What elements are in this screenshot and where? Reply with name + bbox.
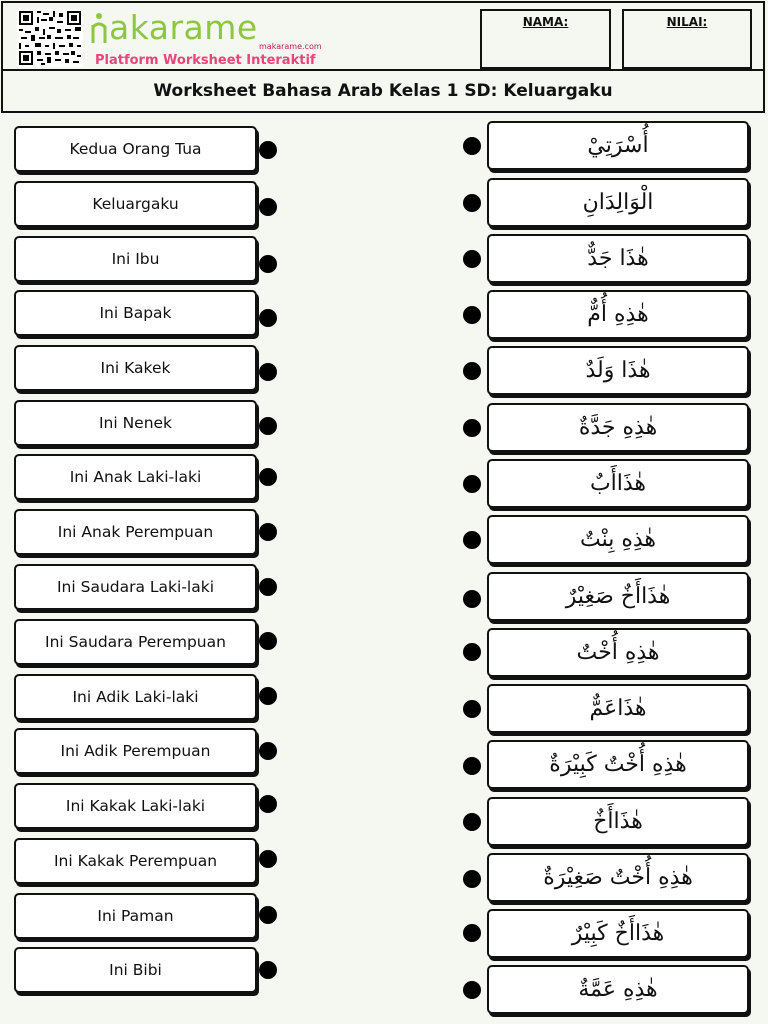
right-connector-dot[interactable]	[463, 250, 481, 268]
left-item[interactable]: Ini Ibu	[14, 236, 257, 282]
left-item[interactable]: Ini Paman	[14, 893, 257, 939]
right-item[interactable]: هٰذَاعَمٌّ	[487, 684, 749, 733]
brand-site: makarame.com	[259, 42, 322, 51]
logo-m-icon	[91, 11, 107, 45]
right-item[interactable]: هٰذِهِ أُخْتٌ صَغِيْرَةٌ	[487, 853, 749, 902]
right-item[interactable]: هٰذِهِ أُخْتٌ كَبِيْرَةٌ	[487, 740, 749, 789]
nilai-label: NILAI:	[666, 15, 708, 29]
right-item[interactable]: هٰذِهِ أُمٌّ	[487, 290, 749, 339]
left-item[interactable]: Ini Bibi	[14, 947, 257, 993]
left-connector-dot[interactable]	[259, 687, 277, 705]
nama-label: NAMA:	[522, 15, 569, 29]
left-connector-dot[interactable]	[259, 417, 277, 435]
left-item[interactable]: Ini Saudara Perempuan	[14, 619, 257, 665]
right-item[interactable]: هٰذِهِ بِنْتٌ	[487, 515, 749, 564]
left-connector-dot[interactable]	[259, 363, 277, 381]
left-item[interactable]: Ini Kakek	[14, 345, 257, 391]
right-item[interactable]: هٰذَاأَخٌ كَبِيْرٌ	[487, 909, 749, 958]
qr-code-icon	[17, 9, 83, 67]
worksheet-title: Worksheet Bahasa Arab Kelas 1 SD: Keluargaku	[153, 81, 613, 101]
right-item[interactable]: الْوَالِدَانِ	[487, 178, 749, 227]
right-connector-dot[interactable]	[463, 306, 481, 324]
right-connector-dot[interactable]	[463, 362, 481, 380]
brand-name: akarame	[109, 8, 258, 47]
right-connector-dot[interactable]	[463, 194, 481, 212]
left-connector-dot[interactable]	[259, 523, 277, 541]
makarame-logo	[91, 5, 258, 45]
left-connector-dot[interactable]	[259, 141, 277, 159]
right-connector-dot[interactable]	[463, 981, 481, 999]
left-connector-dot[interactable]	[259, 850, 277, 868]
right-item[interactable]: هٰذَاأَخٌ صَغِيْرٌ	[487, 572, 749, 621]
left-item[interactable]: Keluargaku	[14, 181, 257, 227]
right-connector-dot[interactable]	[463, 700, 481, 718]
right-connector-dot[interactable]	[463, 137, 481, 155]
left-item[interactable]: Ini Saudara Laki-laki	[14, 564, 257, 610]
left-connector-dot[interactable]	[259, 961, 277, 979]
left-connector-dot[interactable]	[259, 578, 277, 596]
right-connector-dot[interactable]	[463, 531, 481, 549]
right-item[interactable]: هٰذَا جَدٌّ	[487, 234, 749, 283]
left-item[interactable]: Kedua Orang Tua	[14, 126, 257, 172]
left-connector-dot[interactable]	[259, 742, 277, 760]
left-connector-dot[interactable]	[259, 906, 277, 924]
right-connector-dot[interactable]	[463, 757, 481, 775]
right-item[interactable]: هٰذَاأَخٌ	[487, 797, 749, 846]
worksheet-header	[1, 1, 765, 71]
left-item[interactable]: Ini Anak Laki-laki	[14, 454, 257, 500]
left-item[interactable]: Ini Adik Laki-laki	[14, 674, 257, 720]
right-connector-dot[interactable]	[463, 590, 481, 608]
left-item[interactable]: Ini Nenek	[14, 400, 257, 446]
right-connector-dot[interactable]	[463, 813, 481, 831]
left-connector-dot[interactable]	[259, 198, 277, 216]
right-item[interactable]: هٰذَاأَبٌ	[487, 459, 749, 508]
left-connector-dot[interactable]	[259, 309, 277, 327]
nama-box[interactable]	[480, 9, 611, 69]
left-item[interactable]: Ini Bapak	[14, 290, 257, 336]
right-connector-dot[interactable]	[463, 475, 481, 493]
brand-tagline: Platform Worksheet Interaktif	[95, 53, 316, 68]
nilai-box[interactable]	[622, 9, 752, 69]
left-item[interactable]: Ini Kakak Laki-laki	[14, 783, 257, 829]
left-item[interactable]: Ini Adik Perempuan	[14, 728, 257, 774]
left-item[interactable]: Ini Kakak Perempuan	[14, 838, 257, 884]
left-connector-dot[interactable]	[259, 255, 277, 273]
worksheet-title-bar	[1, 71, 765, 113]
left-connector-dot[interactable]	[259, 795, 277, 813]
left-item[interactable]: Ini Anak Perempuan	[14, 509, 257, 555]
right-connector-dot[interactable]	[463, 643, 481, 661]
right-item[interactable]: هٰذِهِ عَمَّةٌ	[487, 965, 749, 1014]
right-item[interactable]: هٰذِهِ جَدَّةٌ	[487, 403, 749, 452]
right-connector-dot[interactable]	[463, 419, 481, 437]
right-item[interactable]: أُسْرَتِيْ	[487, 121, 749, 170]
right-connector-dot[interactable]	[463, 924, 481, 942]
left-connector-dot[interactable]	[259, 468, 277, 486]
right-connector-dot[interactable]	[463, 870, 481, 888]
right-item[interactable]: هٰذِهِ أُخْتٌ	[487, 628, 749, 677]
left-connector-dot[interactable]	[259, 632, 277, 650]
right-item[interactable]: هٰذَا وَلَدٌ	[487, 346, 749, 395]
